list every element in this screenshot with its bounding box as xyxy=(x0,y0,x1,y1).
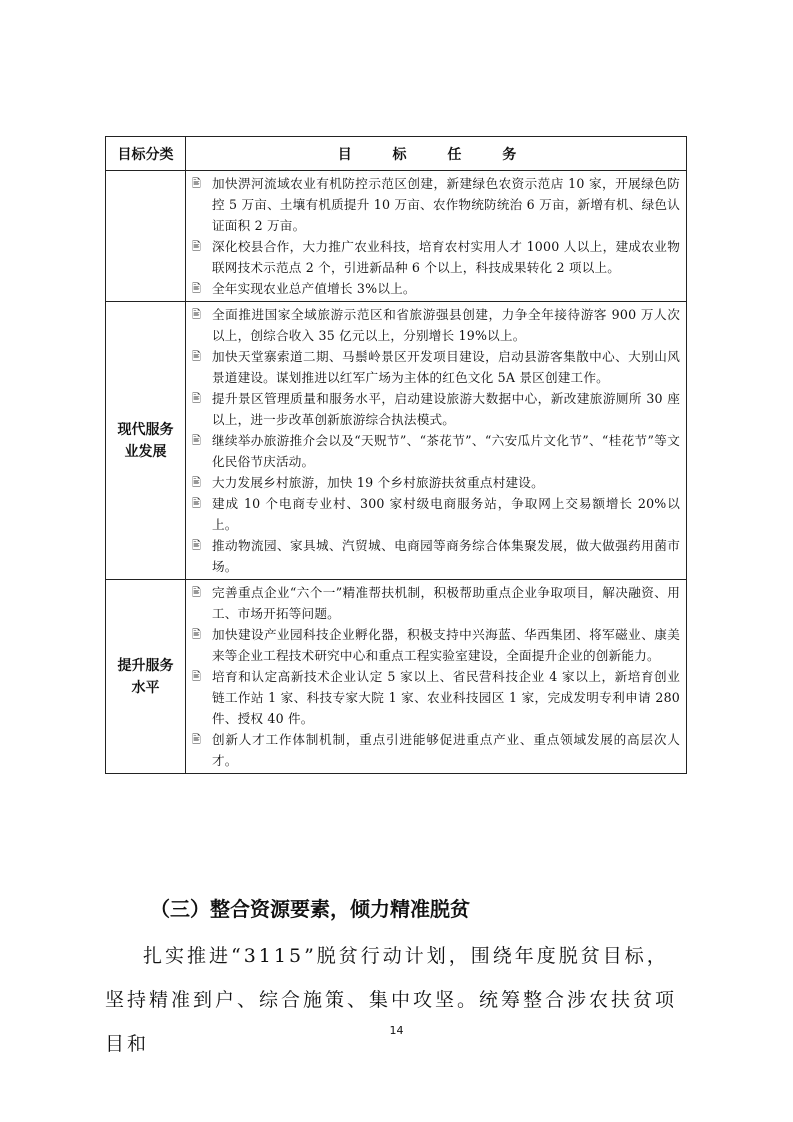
header-tasks: 目 标 任 务 xyxy=(186,137,687,171)
task-item xyxy=(192,666,680,729)
task-item xyxy=(192,472,680,493)
task-text: 加快建设产业园科技企业孵化器，积极支持中兴海蓝、华西集团、将军磁业、康美来等企业工程技术研究中心和重点工程实验室建设，全面提升企业的创新能力。 xyxy=(212,627,680,663)
task-item xyxy=(192,582,680,624)
task-item xyxy=(192,624,680,666)
goals-table xyxy=(105,136,687,774)
table-row xyxy=(106,580,687,774)
page-number: 14 xyxy=(389,1024,404,1037)
section-title: （三）整合资源要素，倾力精准脱贫 xyxy=(150,897,470,921)
task-text: 推动物流园、家具城、汽贸城、电商园等商务综合体集聚发展，做大做强药用菌市场。 xyxy=(212,538,680,574)
document-icon: 🖹 xyxy=(192,539,201,552)
table-row xyxy=(106,302,687,580)
task-text: 继续举办旅游推介会以及“天贶节”、“茶花节”、“六安瓜片文化节”、“桂花节”等文化民俗节庆活动。 xyxy=(212,433,680,469)
goals-table-container xyxy=(105,136,687,774)
document-icon: 🖹 xyxy=(192,434,201,447)
category-cell xyxy=(106,171,186,302)
task-text: 提升景区管理质量和服务水平，启动建设旅游大数据中心，新改建旅游厕所 30 座以上，进一步改革创新旅游综合执法模式。 xyxy=(212,391,680,427)
document-icon: 🖹 xyxy=(192,476,201,489)
document-icon: 🖹 xyxy=(192,586,201,599)
task-text: 完善重点企业“六个一”精准帮扶机制，积极帮助重点企业争取项目，解决融资、用工、市场开拓等问题。 xyxy=(212,585,680,621)
task-item xyxy=(192,278,680,299)
task-text: 加快淠河流域农业有机防控示范区创建，新建绿色农资示范店 10 家，开展绿色防控 5 万亩、土壤有机质提升 10 万亩、农作物统防统治 6 万亩，新增有机、绿色认证面积 2 万亩。 xyxy=(212,176,680,233)
document-icon: 🖹 xyxy=(192,497,201,510)
document-icon: 🖹 xyxy=(192,240,201,253)
task-item xyxy=(192,535,680,577)
task-item xyxy=(192,729,680,771)
task-item xyxy=(192,388,680,430)
task-text: 加快天堂寨索道二期、马鬃岭景区开发项目建设，启动县游客集散中心、大别山风景道建设。谋划推进以红军广场为主体的红色文化 5A 景区创建工作。 xyxy=(212,349,680,385)
tasks-cell xyxy=(186,580,687,774)
task-item xyxy=(192,430,680,472)
table-header-row xyxy=(106,137,687,171)
task-text: 大力发展乡村旅游，加快 19 个乡村旅游扶贫重点村建设。 xyxy=(212,475,544,490)
category-cell: 提升服务水平 xyxy=(106,580,186,774)
task-text: 深化校县合作，大力推广农业科技，培育农村实用人才 1000 人以上，建成农业物联网技术示范点 2 个，引进新品种 6 个以上，科技成果转化 2 项以上。 xyxy=(212,239,680,275)
task-text: 创新人才工作体制机制，重点引进能够促进重点产业、重点领域发展的高层次人才。 xyxy=(212,732,680,768)
tasks-cell xyxy=(186,171,687,302)
task-text: 全面推进国家全域旅游示范区和省旅游强县创建，力争全年接待游客 900 万人次以上，创综合收入 35 亿元以上，分别增长 19%以上。 xyxy=(212,307,680,343)
document-icon: 🖹 xyxy=(192,282,201,295)
document-icon: 🖹 xyxy=(192,392,201,405)
document-icon: 🖹 xyxy=(192,670,201,683)
task-item xyxy=(192,304,680,346)
document-icon: 🖹 xyxy=(192,628,201,641)
category-cell: 现代服务业发展 xyxy=(106,302,186,580)
document-icon: 🖹 xyxy=(192,177,201,190)
document-icon: 🖹 xyxy=(192,733,201,746)
body-paragraph: 扎实推进“3115”脱贫行动计划，围绕年度脱贫目标，坚持精准到户、综合施策、集中攻坚。统筹整合涉农扶贫项目和 xyxy=(105,945,678,1055)
table-row xyxy=(106,171,687,302)
task-item xyxy=(192,236,680,278)
task-item xyxy=(192,346,680,388)
table-body xyxy=(106,171,687,774)
task-item xyxy=(192,173,680,236)
task-text: 全年实现农业总产值增长 3%以上。 xyxy=(212,281,416,296)
document-icon: 🖹 xyxy=(192,308,201,321)
tasks-cell xyxy=(186,302,687,580)
document-icon: 🖹 xyxy=(192,350,201,363)
task-item xyxy=(192,493,680,535)
task-text: 培育和认定高新技术企业认定 5 家以上、省民营科技企业 4 家以上，新培育创业链工作站 1 家、科技专家大院 1 家、农业科技园区 1 家，完成发明专利申请 280 件、授权 40 件。 xyxy=(212,669,680,726)
task-text: 建成 10 个电商专业村、300 家村级电商服务站，争取网上交易额增长 20%以上。 xyxy=(212,496,680,532)
header-category: 目标分类 xyxy=(106,137,186,171)
